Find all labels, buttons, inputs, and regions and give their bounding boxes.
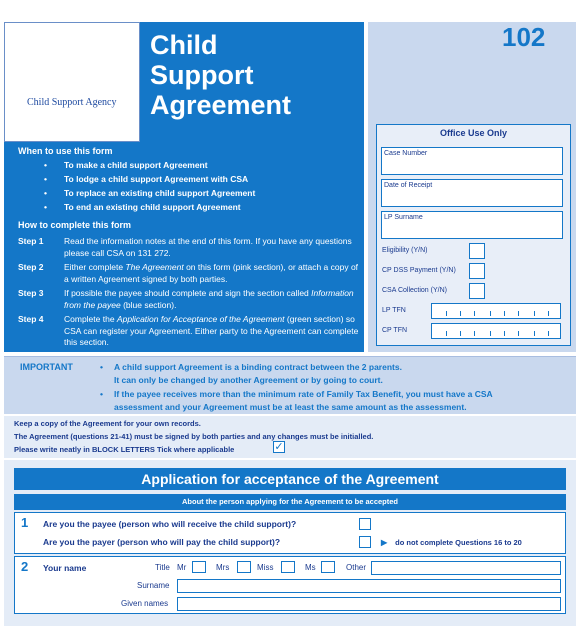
payee-checkbox[interactable] xyxy=(359,518,371,530)
question-number: 2 xyxy=(21,559,29,574)
lp-tfn-field[interactable] xyxy=(431,303,561,319)
payer-question: Are you the payer (person who will pay the child support)? xyxy=(43,537,281,547)
case-number-field[interactable]: Case Number xyxy=(381,147,563,175)
cp-tfn-field[interactable] xyxy=(431,323,561,339)
office-use-title: Office Use Only xyxy=(439,128,508,138)
csa-collection-checkbox[interactable] xyxy=(469,283,485,299)
how-heading: How to complete this form xyxy=(18,220,132,230)
eligibility-label: Eligibility (Y/N) xyxy=(382,247,428,254)
date-of-receipt-field[interactable]: Date of Receipt xyxy=(381,179,563,207)
when-item: • To end an existing child support Agreement xyxy=(44,202,241,212)
when-heading: When to use this form xyxy=(18,146,113,156)
important-line: A child support Agreement is a binding contract between the 2 parents. xyxy=(114,362,402,372)
note-line: Please write neatly in BLOCK LETTERS Tick where applicable xyxy=(14,445,235,454)
arrow-right-icon: ▶ xyxy=(381,538,388,547)
notes-band xyxy=(4,416,576,458)
important-band: IMPORTANT • A child support Agreement is a binding contract between the 2 parents. It can only be changed by another Agreement or by going to court. • If the payee receives more than the minimum rate of Family Tax Benefit, you must have a CSA assessment and your Agreement must be at least the same amount as the assessment. xyxy=(4,356,576,414)
eligibility-checkbox[interactable] xyxy=(469,243,485,259)
step-text: Complete the Application for Acceptance of the Agreement (green section) so CSA can register your Agreement. Either party to the Agreement can complete this section. xyxy=(64,314,359,347)
step-label: Step 3 xyxy=(18,288,44,298)
given-names-label: Given names xyxy=(121,599,169,608)
note-line: Keep a copy of the Agreement for your own records. xyxy=(14,419,201,428)
when-item: • To replace an existing child support Agreement xyxy=(44,188,256,198)
cp-dss-checkbox[interactable] xyxy=(469,263,485,279)
step-text: If possible the payee should complete and sign the section called Information from the payee (blue section). xyxy=(64,288,354,310)
application-title: Application for acceptance of the Agreement xyxy=(14,468,566,490)
important-line: If the payee receives more than the minimum rate of Family Tax Benefit, you must have a CSA xyxy=(114,389,493,399)
miss-checkbox[interactable] xyxy=(281,561,295,573)
form-number: 102 xyxy=(502,22,546,52)
step-label: Step 4 xyxy=(18,314,44,324)
office-use-box xyxy=(376,124,571,346)
surname-label: Surname xyxy=(137,581,170,590)
title-option: Mr xyxy=(177,563,187,572)
when-item: • To lodge a child support Agreement with CSA xyxy=(44,174,249,184)
question-2 xyxy=(14,556,566,614)
title-label: Title xyxy=(155,563,170,572)
step-text: Read the information notes at the end of this form. If you have any questions please call CSA on 131 272. xyxy=(64,236,352,258)
mr-checkbox[interactable] xyxy=(192,561,206,573)
important-line: It can only be changed by another Agreement or by going to court. xyxy=(114,375,383,385)
note-line: The Agreement (questions 21-41) must be signed by both parties and any changes must be initialled. xyxy=(14,432,374,441)
step-label: Step 2 xyxy=(18,262,44,272)
given-names-field[interactable] xyxy=(177,597,561,611)
surname-field[interactable] xyxy=(177,579,561,593)
csa-collection-label: CSA Collection (Y/N) xyxy=(382,287,447,294)
step-text: Either complete The Agreement on this form (pink section), or attach a copy of a written Agreement signed by both parties. xyxy=(64,262,359,284)
title-option: Ms xyxy=(305,563,316,572)
when-item: • To make a child support Agreement xyxy=(44,160,208,170)
important-line: assessment and your Agreement must be at least the same amount as the assessment. xyxy=(114,402,467,412)
lp-surname-field[interactable]: LP Surname xyxy=(381,211,563,239)
your-name-label: Your name xyxy=(43,563,87,573)
form-title: Child Support Agreement xyxy=(150,30,292,120)
cp-dss-label: CP DSS Payment (Y/N) xyxy=(382,267,456,274)
skip-instruction: ▶ do not complete Questions 16 to 20 xyxy=(381,538,522,547)
application-subtitle: About the person applying for the Agreement to be accepted xyxy=(14,494,566,510)
title-option: Mrs xyxy=(216,563,230,572)
title-option: Miss xyxy=(257,563,274,572)
agency-logo-box xyxy=(4,22,140,142)
cp-tfn-label: CP TFN xyxy=(382,327,408,334)
title-option: Other xyxy=(346,563,367,572)
payee-question: Are you the payee (person who will receive the child support)? xyxy=(43,519,297,529)
tick-example-checkbox: ✓ xyxy=(274,441,284,453)
step-label: Step 1 xyxy=(18,236,44,246)
ms-checkbox[interactable] xyxy=(321,561,335,573)
important-label: IMPORTANT xyxy=(20,362,73,372)
mrs-checkbox[interactable] xyxy=(237,561,251,573)
lp-tfn-label: LP TFN xyxy=(382,307,406,314)
other-title-field[interactable] xyxy=(371,561,561,575)
payer-checkbox[interactable] xyxy=(359,536,371,548)
agency-name: Child Support Agency xyxy=(27,97,117,108)
question-1 xyxy=(14,512,566,554)
question-number: 1 xyxy=(21,515,29,530)
